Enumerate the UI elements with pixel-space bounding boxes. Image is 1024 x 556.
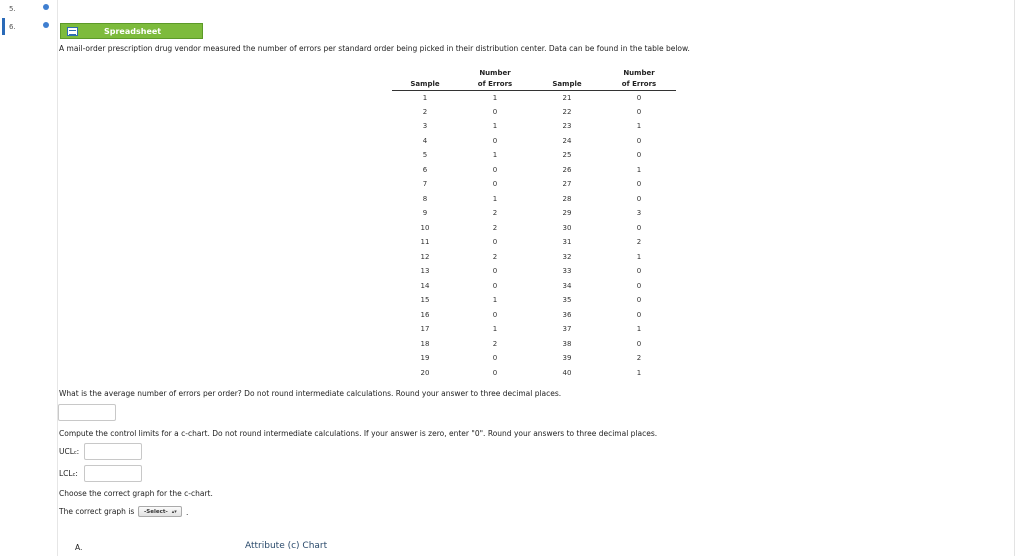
table-cell: 1 <box>492 325 498 334</box>
table-cell: 0 <box>492 267 498 276</box>
table-row <box>392 177 676 192</box>
spreadsheet-icon <box>67 27 78 36</box>
table-cell: 8 <box>422 194 428 203</box>
table-cell: 0 <box>636 136 642 145</box>
table-cell: 0 <box>636 310 642 319</box>
question-status-dot <box>43 22 49 28</box>
table-cell: 22 <box>562 107 572 116</box>
header-errors-1: Number of Errors <box>458 66 532 90</box>
table-cell: 24 <box>562 136 572 145</box>
table-cell: 33 <box>562 267 572 276</box>
question-average: What is the average number of errors per order? Do not round intermediate calculations. Round your answer to three decimal places. <box>59 389 562 398</box>
table-cell: 1 <box>636 165 642 174</box>
table-row <box>392 192 676 207</box>
table-cell: 16 <box>420 310 430 319</box>
errors-table <box>392 66 676 380</box>
spreadsheet-button[interactable] <box>60 23 203 39</box>
table-cell: 27 <box>562 180 572 189</box>
problem-intro: A mail-order prescription drug vendor measured the number of errors per standard order being picked in their distribution center. Data can be found in the table below. <box>59 44 690 53</box>
graph-select[interactable] <box>138 506 182 517</box>
table-cell: 1 <box>492 93 498 102</box>
table-cell: 0 <box>492 281 498 290</box>
table-body <box>392 90 676 380</box>
table-cell: 0 <box>492 238 498 247</box>
table-row <box>392 250 676 265</box>
table-cell: 0 <box>636 296 642 305</box>
table-cell: 15 <box>420 296 430 305</box>
table-row <box>392 235 676 250</box>
question-number: 5. <box>9 5 16 13</box>
table-cell: 40 <box>562 368 572 377</box>
table-row <box>392 105 676 120</box>
table-row <box>392 206 676 221</box>
table-cell: 10 <box>420 223 430 232</box>
table-cell: 0 <box>636 223 642 232</box>
graph-select-value: -Select- <box>144 508 168 515</box>
table-row <box>392 163 676 178</box>
table-cell: 6 <box>422 165 428 174</box>
table-cell: 23 <box>562 122 572 131</box>
question-number: 6. <box>9 23 16 31</box>
table-cell: 39 <box>562 354 572 363</box>
table-cell: 3 <box>636 209 642 218</box>
table-cell: 0 <box>492 107 498 116</box>
table-cell: 0 <box>492 354 498 363</box>
table-row <box>392 308 676 323</box>
question-status-dot <box>43 4 49 10</box>
table-cell: 2 <box>492 339 498 348</box>
average-input[interactable] <box>58 404 116 421</box>
table-cell: 0 <box>636 180 642 189</box>
table-cell: 0 <box>492 310 498 319</box>
table-cell: 1 <box>636 325 642 334</box>
option-a-chart-title: Attribute (c) Chart <box>245 541 328 551</box>
table-cell: 32 <box>562 252 572 261</box>
select-arrows-icon: ▴▾ <box>171 508 177 515</box>
table-cell: 31 <box>562 238 572 247</box>
table-cell: 34 <box>562 281 572 290</box>
content-border <box>1014 0 1015 556</box>
table-cell: 29 <box>562 209 572 218</box>
table-row <box>392 221 676 236</box>
table-cell: 26 <box>562 165 572 174</box>
table-cell: 0 <box>492 165 498 174</box>
table-cell: 1 <box>636 122 642 131</box>
table-row <box>392 90 676 105</box>
table-cell: 12 <box>420 252 430 261</box>
lcl-label: LCLc: <box>59 469 78 478</box>
table-row <box>392 366 676 381</box>
lcl-input[interactable] <box>84 465 142 482</box>
ucl-label: UCLc: <box>59 447 80 456</box>
table-cell: 0 <box>636 151 642 160</box>
table-cell: 1 <box>492 151 498 160</box>
table-cell: 2 <box>636 354 642 363</box>
table-cell: 1 <box>492 194 498 203</box>
sentence-period: . <box>186 508 189 517</box>
header-sample-1: Sample <box>392 66 458 90</box>
table-cell: 1 <box>422 93 428 102</box>
table-row <box>392 293 676 308</box>
question-control-limits: Compute the control limits for a c-chart. Do not round intermediate calculations. If your answer is zero, enter "0". Round your answers to three decimal places. <box>59 429 658 438</box>
table-cell: 0 <box>636 281 642 290</box>
table-cell: 0 <box>636 194 642 203</box>
option-a-label: A. <box>75 543 83 552</box>
table-row <box>392 351 676 366</box>
graph-prompt: The correct graph is <box>59 507 135 516</box>
table-cell: 0 <box>492 180 498 189</box>
table-row <box>392 148 676 163</box>
table-cell: 25 <box>562 151 572 160</box>
question-nav-item-5[interactable] <box>0 0 58 18</box>
header-errors-2: Number of Errors <box>602 66 676 90</box>
table-row <box>392 279 676 294</box>
table-cell: 0 <box>636 267 642 276</box>
table-cell: 0 <box>636 339 642 348</box>
table-header-row <box>392 66 676 90</box>
table-cell: 20 <box>420 368 430 377</box>
table-cell: 0 <box>636 93 642 102</box>
table-cell: 3 <box>422 122 428 131</box>
question-graph: Choose the correct graph for the c-chart. <box>59 489 213 498</box>
table-cell: 9 <box>422 209 428 218</box>
table-cell: 18 <box>420 339 430 348</box>
active-indicator <box>2 18 5 35</box>
table-cell: 2 <box>422 107 428 116</box>
table-cell: 7 <box>422 180 428 189</box>
table-row <box>392 337 676 352</box>
table-cell: 0 <box>636 107 642 116</box>
table-cell: 0 <box>492 368 498 377</box>
table-cell: 0 <box>492 136 498 145</box>
table-cell: 2 <box>492 209 498 218</box>
table-cell: 21 <box>562 93 572 102</box>
table-row <box>392 322 676 337</box>
table-cell: 14 <box>420 281 430 290</box>
table-cell: 1 <box>636 368 642 377</box>
table-row <box>392 134 676 149</box>
table-cell: 1 <box>492 296 498 305</box>
table-cell: 37 <box>562 325 572 334</box>
spreadsheet-button-label: Spreadsheet <box>104 26 162 36</box>
table-cell: 1 <box>492 122 498 131</box>
table-cell: 36 <box>562 310 572 319</box>
ucl-input[interactable] <box>84 443 142 460</box>
table-cell: 5 <box>422 151 428 160</box>
table-cell: 30 <box>562 223 572 232</box>
table-cell: 11 <box>420 238 430 247</box>
table-cell: 38 <box>562 339 572 348</box>
table-row <box>392 119 676 134</box>
table-cell: 1 <box>636 252 642 261</box>
table-cell: 2 <box>492 223 498 232</box>
header-sample-2: Sample <box>532 66 602 90</box>
table-cell: 13 <box>420 267 430 276</box>
table-cell: 35 <box>562 296 572 305</box>
question-nav <box>0 0 58 556</box>
question-nav-item-6[interactable] <box>0 18 58 36</box>
table-cell: 19 <box>420 354 430 363</box>
table-cell: 4 <box>422 136 428 145</box>
table-cell: 17 <box>420 325 430 334</box>
table-row <box>392 264 676 279</box>
table-cell: 2 <box>492 252 498 261</box>
table-cell: 2 <box>636 238 642 247</box>
table-cell: 28 <box>562 194 572 203</box>
